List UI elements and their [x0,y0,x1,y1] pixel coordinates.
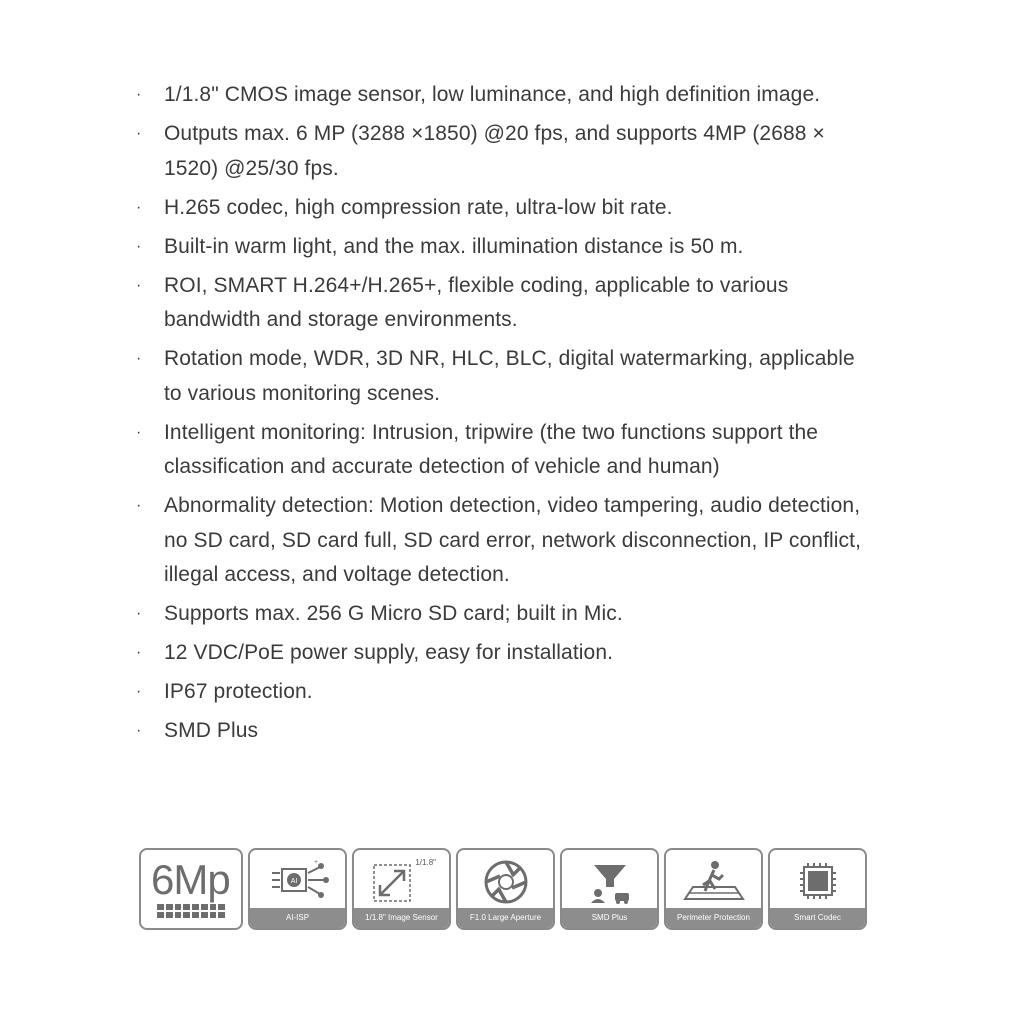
feature-item [134,191,874,226]
svg-text:AI: AI [290,878,297,885]
feature-item [134,78,874,113]
sensor-size-text: 1/1.8" [415,858,436,867]
feature-item [134,675,874,710]
feature-text: Intelligent monitoring: Intrusion, tripwire (the two functions support the classification and accurate detection of vehicle and human) [164,420,819,478]
bullet: · [136,125,142,142]
badge-ai-isp [248,848,347,930]
badge-label: 1/1.8" Image Sensor [354,908,449,928]
codec-chip-icon [770,854,865,910]
badge-smd-plus [560,848,659,930]
feature-text: Built-in warm light, and the max. illumination distance is 50 m. [164,234,744,258]
bullet: · [136,86,142,103]
badge-6mp [139,848,243,930]
feature-text: 12 VDC/PoE power supply, easy for installation. [164,641,614,664]
perimeter-icon [666,854,761,910]
bullet: · [136,237,142,255]
feature-text: Supports max. 256 G Micro SD card; built in Mic. [164,602,623,625]
feature-item [134,636,874,671]
bullet: · [136,605,142,622]
smd-filter-icon [562,854,657,910]
badge-smart-codec [768,848,867,930]
badge-label: Smart Codec [770,908,865,928]
feature-item [134,597,874,632]
feature-text: IP67 protection. [164,680,313,703]
feature-text: 1/1.8" CMOS image sensor, low luminance, and high definition image. [164,83,821,106]
bullet: · [136,423,142,441]
badge-image-sensor [352,848,451,930]
feature-text: Abnormality detection: Motion detection, video tampering, audio detection, no SD card, SD card full, SD card error, network disconnection, IP conflict, illegal access, and voltage detection. [164,494,862,586]
aperture-icon [458,854,553,910]
bullet: · [136,722,142,739]
bullet: · [136,644,142,661]
badge-label: SMD Plus [562,908,657,928]
feature-item [134,342,874,411]
bullet: · [136,198,142,216]
bullet: · [136,497,142,514]
feature-item [134,489,874,593]
feature-text: Rotation mode, WDR, 3D NR, HLC, BLC, digital watermarking, applicable to various monitoring scenes. [164,347,855,405]
feature-item [134,714,874,749]
feature-item [134,230,874,265]
feature-text: ROI, SMART H.264+/H.265+, flexible coding, applicable to various bandwidth and storage environments. [164,273,789,331]
feature-text: Outputs max. 6 MP (3288 ×1850) @20 fps, and supports 4MP (2688 × 1520) @25/30 fps. [164,122,825,180]
feature-item [134,269,874,338]
feature-item [134,416,874,485]
feature-badge-row [139,848,867,930]
bullet: · [136,276,142,294]
pixel-grid-icon [157,904,225,918]
bullet: · [136,683,142,700]
feature-item [134,117,874,186]
badge-label: F1.0 Large Aperture [458,908,553,928]
megapixel-icon: 6Mp [151,856,230,903]
feature-list [134,78,874,753]
feature-text: H.265 codec, high compression rate, ultra-low bit rate. [164,195,673,219]
badge-aperture [456,848,555,930]
svg-text:+: + [313,859,318,866]
feature-text: SMD Plus [164,719,259,742]
badge-perimeter-protection [664,848,763,930]
badge-label: AI-ISP [250,908,345,928]
badge-label: Perimeter Protection [666,908,761,928]
bullet: · [136,350,142,367]
ai-chip-icon [250,854,345,910]
